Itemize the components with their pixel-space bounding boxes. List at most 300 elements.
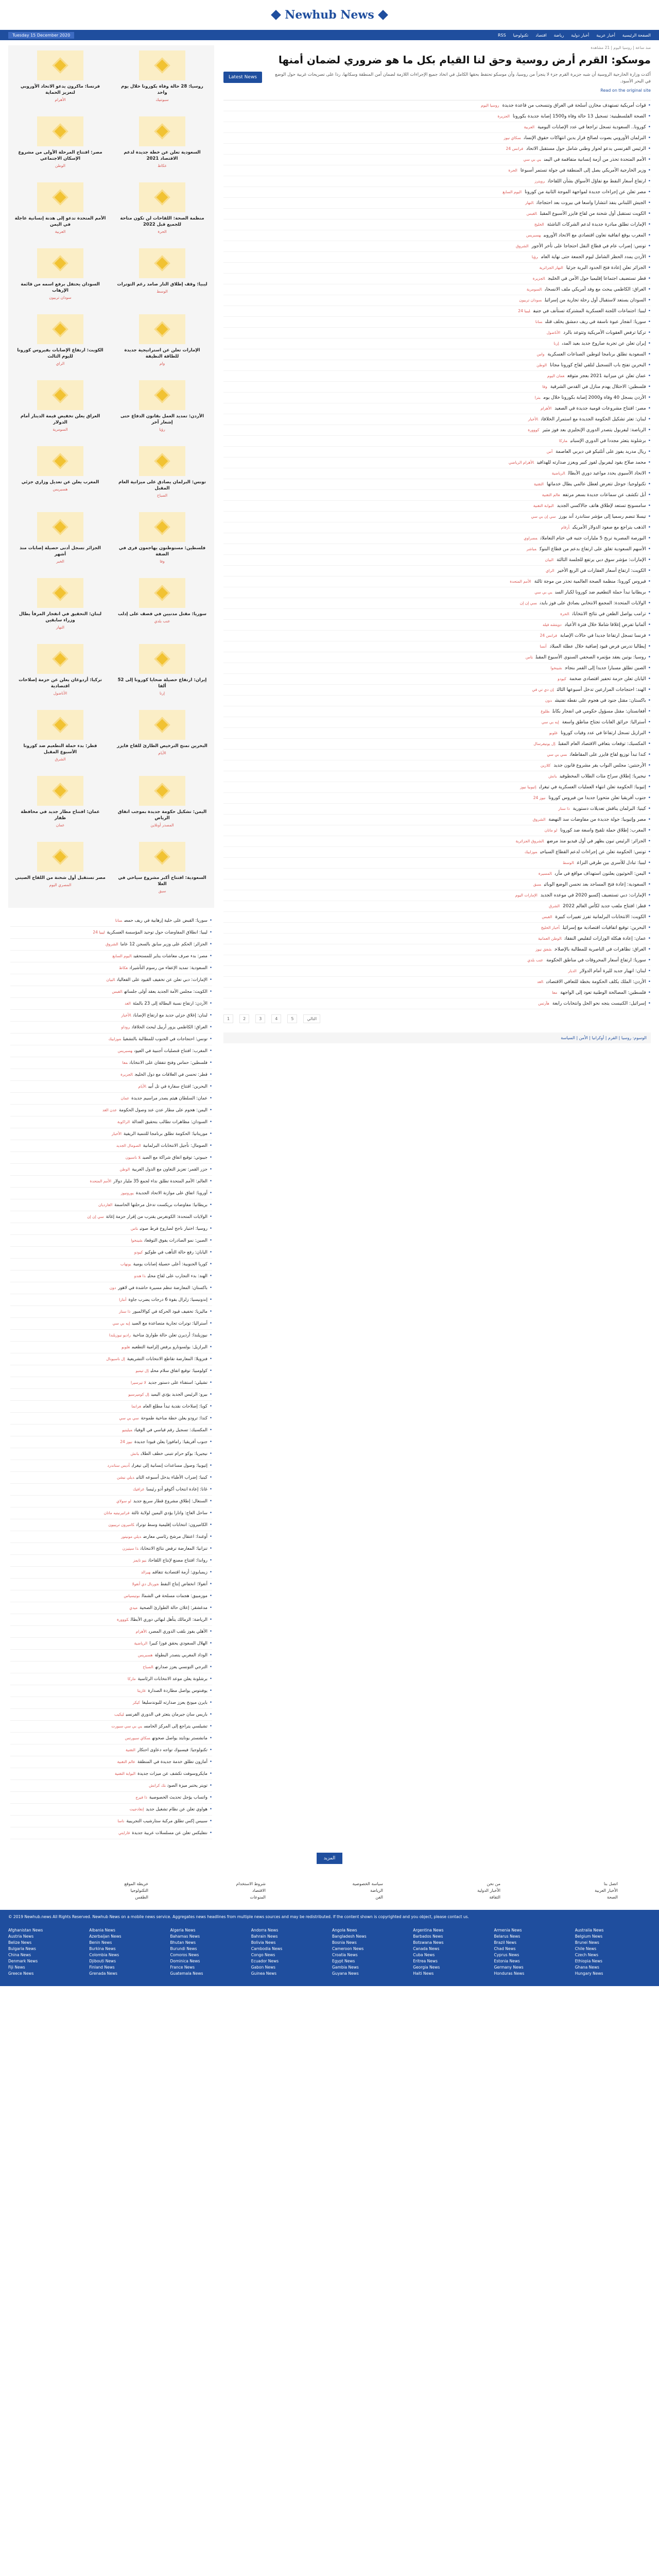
list-item[interactable] [223,587,651,598]
list-item-title[interactable]: برشلونة يتعثر مجددا في الدوري الإسباني [570,438,646,444]
list-item[interactable] [10,1389,212,1401]
country-link[interactable]: Ghana News [575,1965,599,1970]
country-link[interactable]: Ecuador News [251,1959,279,1963]
list-item-title[interactable]: الهند: احتجاجات المزارعين تدخل أسبوعها الثالث [557,687,646,692]
list-item[interactable] [223,685,651,696]
list-item[interactable] [223,890,651,901]
country-link[interactable]: Congo News [251,1953,275,1957]
list-item[interactable] [223,771,651,782]
list-item[interactable] [10,1638,212,1650]
country-link[interactable]: Brazil News [494,1940,517,1945]
list-item-title[interactable]: لبنان: تعثر تشكيل الحكومة الجديدة مع استمرار الخلافات [541,417,646,422]
list-item[interactable] [10,1282,212,1294]
country-link[interactable]: Afghanistan News [8,1928,43,1933]
list-item-title[interactable]: سامسونج تستعد لإطلاق هاتف جالاكسي الجديد [557,503,646,509]
country-link[interactable]: Austria News [8,1934,34,1939]
list-item-title[interactable]: ليبيا: اجتماعات اللجنة العسكرية المشتركة تستأنف في جنيف [533,309,646,314]
country-link[interactable]: Fiji News [8,1965,25,1970]
news-card-title[interactable]: الأردن: تمديد العمل بقانون الدفاع حتى إشعار آخر [120,414,204,425]
news-card-title[interactable]: السعودية: افتتاح أكبر مشروع سياحي في العلا [118,875,206,887]
news-card[interactable] [14,248,106,309]
list-item-title[interactable]: الكويت: مجلس الأمة الجديد يعقد أولى جلساته [124,989,207,994]
list-item[interactable] [223,912,651,923]
list-item[interactable] [223,284,651,295]
list-item[interactable] [10,1744,212,1756]
news-card-title[interactable]: تركيا: أردوغان يعلن عن حزمة إصلاحات اقتصادية [19,677,102,689]
list-item[interactable] [10,1033,212,1045]
list-item-title[interactable]: فلسطين: الاحتلال يهدم منازل في القدس الشرقية [550,384,646,389]
more-button[interactable]: المزيد [317,1853,343,1864]
list-item[interactable] [223,836,651,847]
list-item-title[interactable]: العراق: تظاهرات في الناصرية للمطالبة بالإصلاح [554,947,646,952]
list-item[interactable] [10,1128,212,1140]
list-item[interactable] [223,295,651,306]
list-item-title[interactable]: إيران تعلن عن تجربة صاروخ جديد بعيد المدى [562,341,646,346]
list-item-title[interactable]: السعودية تطلق برنامجا لتوطين الصناعات العسكرية [547,352,646,357]
list-item[interactable] [10,1721,212,1733]
list-item[interactable] [10,1116,212,1128]
list-item-title[interactable]: باكستان: مقتل جنود في هجوم على نقطة تفتيش [554,698,646,703]
list-item[interactable] [10,1377,212,1389]
news-card-title[interactable]: تونس: البرلمان يصادق على ميزانية العام المقبل [118,480,206,491]
list-item-title[interactable]: الأمم المتحدة تحذر من أزمة إنسانية متفاقمة في اليمن [544,157,646,162]
list-item[interactable] [10,1022,212,1033]
country-link[interactable]: Estonia News [494,1959,520,1963]
list-item-title[interactable]: تركيا ترفض العقوبات الأمريكية وتتوعد بالرد [563,330,646,335]
list-item-title[interactable]: الكويت: الانتخابات البرلمانية تفرز تغييرات كبيرة [555,914,646,920]
list-item[interactable] [223,544,651,555]
list-item[interactable] [223,858,651,869]
list-item-title[interactable]: ارتفاع أسعار النفط مع تفاؤل الأسواق بشأن اللقاحات [548,179,646,184]
list-item-title[interactable]: مانشستر يونايتد يواصل صحوته [152,1736,207,1741]
country-link[interactable]: Australia News [575,1928,604,1933]
list-item[interactable] [223,198,651,209]
news-card[interactable] [116,842,208,903]
country-link[interactable]: Denmark News [8,1959,38,1963]
news-card-title[interactable]: السعودية تعلن عن خطة جديدة لدعم الاقتصاد 2021 [124,150,201,161]
list-item-title[interactable]: جنوب أفريقيا: رامافوزا يعلن قيودا جديدة [134,1439,207,1445]
list-item[interactable] [223,436,651,447]
footer-link[interactable]: المنوعات [250,1895,266,1900]
news-card-title[interactable]: لبنان: التحقيق في انفجار المرفأ يطال وزراء سابقين [19,612,102,623]
list-item[interactable] [10,1650,212,1662]
list-item-title[interactable]: البحرين: توقيع اتفاقيات اقتصادية مع إسرائيل [563,925,646,930]
list-item-title[interactable]: قطر: تحسن في العلاقات مع دول الخليج [134,1072,207,1077]
news-thumbnail[interactable] [37,512,83,542]
list-item[interactable] [10,1827,212,1839]
list-item[interactable] [223,998,651,1009]
country-link[interactable]: Finland News [89,1965,115,1970]
list-item[interactable] [223,306,651,317]
country-link[interactable]: Comoros News [170,1953,199,1957]
list-item-title[interactable]: الجزائر تعلن إعادة فتح الحدود البرية جزئيا [566,265,646,270]
list-item[interactable] [10,1602,212,1614]
list-item[interactable] [10,1306,212,1318]
footer-link[interactable]: الأخبار الدولية [477,1888,500,1893]
page-link[interactable]: 2 [239,1014,249,1023]
list-item[interactable] [10,1496,212,1507]
list-item-title[interactable]: بريطانيا: مفاوضات بريكست تدخل مرحلتها الحاسمة [114,1202,207,1208]
list-item[interactable] [10,1531,212,1543]
list-item[interactable] [10,962,212,974]
list-item[interactable] [223,155,651,165]
news-thumbnail[interactable] [37,50,83,80]
page-link[interactable]: التالي [303,1014,320,1023]
country-link[interactable]: Benin News [89,1940,112,1945]
list-item[interactable] [223,274,651,284]
country-link[interactable]: Andorra News [251,1928,279,1933]
list-item[interactable] [223,631,651,641]
list-item-title[interactable]: فيروس كورونا: منظمة الصحة العالمية تحذر من موجة ثالثة [534,579,646,584]
list-item[interactable] [10,974,212,986]
news-thumbnail[interactable] [139,644,185,674]
list-item-title[interactable]: إيطاليا تدرس فرض قيود إضافية خلال عطلة الميلاد [549,644,646,649]
list-item-title[interactable]: الوداد المغربي يتصدر البطولة [154,1653,207,1658]
page-link[interactable]: 1 [223,1014,233,1023]
list-item-title[interactable]: موزمبيق: هجمات مسلحة في الشمال [142,1594,207,1599]
list-item-title[interactable]: بريطانيا تبدأ حملة التطعيم ضد كورونا لكبار السن [555,590,646,595]
country-link[interactable]: Botswana News [413,1940,444,1945]
country-link[interactable]: Croatia News [332,1953,358,1957]
list-item[interactable] [223,468,651,479]
list-item-title[interactable]: كينيا: البرلمان يناقش تعديلات دستورية [573,806,646,811]
list-item[interactable] [10,1768,212,1780]
list-item-title[interactable]: قطر تستضيف اجتماعا إقليميا حول الأمن في الخليج [548,276,646,281]
country-link[interactable]: Angola News [332,1928,357,1933]
list-item[interactable] [223,349,651,360]
list-item[interactable] [10,1235,212,1247]
list-item[interactable] [223,317,651,328]
news-thumbnail[interactable] [139,842,185,872]
list-item-title[interactable]: أمازون تطلق خدمة جديدة في المنطقة [137,1759,207,1765]
list-item-title[interactable]: إثيوبيا: الحكومة تعلن انتهاء العمليات العسكرية في تيغراي [539,785,646,790]
list-item[interactable] [223,382,651,393]
list-item-title[interactable]: تنزانيا: المعارضة ترفض نتائج الانتخابات [140,1546,207,1551]
list-item-title[interactable]: البحرين تفتح باب التسجيل لتلقي لقاح كورونا مجانا [550,363,646,368]
news-thumbnail[interactable] [139,182,185,212]
news-card-title[interactable]: الأمم المتحدة تدعو إلى هدنة إنسانية عاجلة في اليمن [14,216,106,227]
list-item-title[interactable]: الجزائر: الحكم على وزير سابق بالسجن 12 عاما [120,942,207,947]
news-card-title[interactable]: روسيا: 28 حالة وفاة بكورونا خلال يوم واحد [121,84,203,95]
country-link[interactable]: Guyana News [332,1971,359,1976]
list-item-title[interactable]: أستراليا: توترات تجارية متصاعدة مع الصين [132,1321,207,1326]
list-item[interactable] [223,447,651,457]
country-link[interactable]: Grenada News [89,1971,117,1976]
list-item-title[interactable]: الصين: نمو الصادرات يفوق التوقعات [144,1238,207,1243]
latest-news-button[interactable]: Latest News [223,72,262,83]
list-item-title[interactable]: تويتر يختبر ميزة الصوت [167,1783,207,1788]
list-item-title[interactable]: تكنولوجيا: جوجل تتعرض لعطل عالمي يطال خدماتها [546,482,646,487]
list-item-title[interactable]: روسيا: بوتين يعقد مؤتمره الصحفي السنوي الأسبوع المقبل [535,655,646,660]
list-item[interactable] [223,133,651,144]
list-item[interactable] [223,706,651,717]
news-card-title[interactable]: قطر: بدء حملة التطعيم ضد كورونا الأسبوع المقبل [23,743,97,755]
country-link[interactable]: Cameroon News [332,1946,364,1951]
news-card-title[interactable]: الجزائر تسجل أدنى حصيلة إصابات منذ أشهر [20,546,101,557]
list-item[interactable] [10,1259,212,1270]
list-item[interactable] [223,263,651,274]
list-item[interactable] [10,1342,212,1353]
list-item-title[interactable]: قطر: افتتاح ملعب جديد لكأس العالم 2022 [563,904,646,909]
news-card[interactable] [14,710,106,771]
list-item-title[interactable]: الأهلي يفوز بلقب الدوري المصري [149,1629,207,1634]
list-item[interactable] [223,122,651,133]
list-item-title[interactable]: الكويت تستقبل أول شحنة من لقاح فايزر الأسبوع المقبل [540,211,646,216]
list-item-title[interactable]: فلسطين: المصالحة الوطنية تعود إلى الواجهة [560,990,646,995]
list-item-title[interactable]: بيرو: الرئيس الجديد يؤدي اليمين [151,1392,207,1397]
list-item[interactable] [223,522,651,533]
list-item-title[interactable]: كندا: ترودو يعلن خطة مناخية طموحة [141,1416,207,1421]
list-item-title[interactable]: يوفنتوس يواصل مطاردة الصدارة [148,1688,207,1693]
news-thumbnail[interactable] [139,314,185,344]
list-item-title[interactable]: فنزويلا: المعارضة تقاطع الانتخابات التشريعية [127,1357,207,1362]
list-item[interactable] [223,782,651,793]
list-item[interactable] [223,641,651,652]
news-card-title[interactable]: السودان يحتفل برفع اسمه من قائمة الإرهاب [21,282,100,293]
list-item-title[interactable]: الولايات المتحدة: المجمع الانتخابي يصادق على فوز بايدن [540,601,646,606]
news-thumbnail[interactable] [37,446,83,476]
list-item[interactable] [223,793,651,804]
list-item-title[interactable]: إندونيسيا: زلزال بقوة 6 درجات يضرب جاوة [128,1297,207,1302]
list-item[interactable] [10,1164,212,1176]
list-item[interactable] [223,728,651,739]
country-link[interactable]: Gambia News [332,1965,359,1970]
country-link[interactable]: China News [8,1953,31,1957]
list-item-title[interactable]: أوروبا: اتفاق على موازنة الاتحاد الجديدة [135,1191,207,1196]
news-card[interactable] [116,512,208,573]
list-item[interactable] [10,1353,212,1365]
list-item[interactable] [10,1010,212,1022]
list-item-title[interactable]: السعودية: تمديد الإعفاء من رسوم التأشيرات [130,965,207,971]
list-item-title[interactable]: واتساب يؤجل تحديث الخصوصية [149,1795,207,1800]
list-item-title[interactable]: ألمانيا تفرض إغلاقا شاملا خلال فترة الأعياد [564,622,646,628]
list-item[interactable] [223,717,651,728]
list-item[interactable] [10,1756,212,1768]
country-link[interactable]: Cyprus News [494,1953,519,1957]
list-item-title[interactable]: الكاميرون: انتخابات إقليمية وسط توترات [136,1522,207,1528]
list-item[interactable] [223,566,651,577]
country-link[interactable]: Bosnia News [332,1940,357,1945]
list-item[interactable] [223,457,651,468]
list-item-title[interactable]: الصومال: تأجيل الانتخابات البرلمانية [143,1143,207,1148]
country-link[interactable]: Egypt News [332,1959,355,1963]
list-item[interactable] [10,1567,212,1579]
footer-link[interactable]: التكنولوجيا [130,1888,148,1893]
list-item-title[interactable]: تونس: إضراب عام في قطاع النقل احتجاجا على تأخر الأجور [531,244,646,249]
list-item-title[interactable]: جيبوتي: توقيع اتفاق شراكة مع الصين [142,1155,207,1160]
news-thumbnail[interactable] [139,116,185,146]
list-item-title[interactable]: فرنسا تسجل ارتفاعا جديدا في حالات الإصابة [560,633,646,638]
news-card-title[interactable]: مصر تستقبل أول شحنة من اللقاح الصيني [15,875,106,880]
news-thumbnail[interactable] [37,248,83,278]
list-item[interactable] [10,1590,212,1602]
news-thumbnail[interactable] [139,50,185,80]
nav-item[interactable]: أخبار دولية [571,32,589,38]
news-card-title[interactable]: ليبيا: وقف إطلاق النار صامد رغم التوترات [117,282,207,287]
list-item-title[interactable]: السعودية: إعادة فتح المساجد بعد تحسن الوضع الوبائي [544,882,646,887]
news-card[interactable] [14,776,106,837]
news-card[interactable] [116,446,208,507]
footer-link[interactable]: الصحة [606,1895,618,1900]
news-card-title[interactable]: المغرب يعلن عن تعديل وزاري جزئي [21,480,99,485]
country-link[interactable]: Colombia News [89,1953,119,1957]
country-link[interactable]: Guatemala News [170,1971,203,1976]
list-item-title[interactable]: البحرين: افتتاح سفارة في تل أبيب [148,1084,207,1089]
country-link[interactable]: Gabon News [251,1965,275,1970]
list-item[interactable] [223,100,651,111]
list-item[interactable] [223,934,651,944]
country-link[interactable]: Albania News [89,1928,115,1933]
footer-link[interactable]: من نحن [487,1882,500,1886]
list-item[interactable] [10,1555,212,1567]
list-item-title[interactable]: الأردن يمدد الحظر الشامل ليوم الجمعة حتى نهاية العام [541,255,646,260]
country-link[interactable]: Argentina News [413,1928,444,1933]
list-item-title[interactable]: البرلمان الأوروبي يصوت لصالح قرار يدين انتهاكات حقوق الإنسان [524,135,646,141]
list-item-title[interactable]: الأردن: الملك يكلف الحكومة بخطة للتعافي الاقتصادي [546,979,646,985]
list-item[interactable] [223,252,651,263]
news-card-title[interactable]: إيران: ارتفاع حصيلة ضحايا كورونا إلى 52 ألفا [117,677,207,689]
list-item[interactable] [10,1223,212,1235]
list-item-title[interactable]: مصر: افتتاح مشروعات قومية جديدة في الصعيد [554,406,646,411]
list-item[interactable] [223,393,651,403]
list-item-title[interactable]: تكنولوجيا: فيسبوك تواجه دعاوى احتكار [137,1748,207,1753]
nav-item[interactable]: رياضة [553,32,564,38]
list-item[interactable] [223,847,651,858]
news-card[interactable] [116,380,208,441]
list-item-title[interactable]: ترامب يواصل الطعن في نتائج الانتخابات [572,612,646,617]
country-link[interactable]: Chad News [494,1946,516,1951]
footer-link[interactable]: خريطة الموقع [124,1882,148,1886]
list-item-title[interactable]: اليمن: الحوثيون يعلنون استهداف مواقع في مأرب [554,871,646,876]
list-item-title[interactable]: سبيس إكس تطلق مركبة ستارشيب التجريبية [126,1819,207,1824]
country-link[interactable]: Canada News [413,1946,440,1951]
original-site-link[interactable]: Read on the original site [600,88,651,93]
news-thumbnail[interactable] [37,578,83,608]
country-link[interactable]: Belgium News [575,1934,603,1939]
country-link[interactable]: Guinea News [251,1971,277,1976]
list-item-title[interactable]: جنوب أفريقيا تعلن متحورا جديدا من فيروس كورونا [548,795,646,801]
country-link[interactable]: Georgia News [413,1965,440,1970]
list-item[interactable] [10,1673,212,1685]
list-item-title[interactable]: سوريا: القبض على خلية إرهابية في ريف حمص [124,918,207,923]
list-item-title[interactable]: المكسيك: توقعات بتعافي الاقتصاد العام المقبل [558,741,646,747]
list-item-title[interactable]: تشيلي: استفتاء على دستور جديد [148,1380,207,1385]
list-item[interactable] [223,663,651,674]
list-item[interactable] [10,1614,212,1626]
list-item-title[interactable]: الإمارات: دبي تستضيف إكسبو 2020 في موعده الجديد [540,893,646,898]
list-item-title[interactable]: الجيش اللبناني ينفذ انتشارا واسعا في بيروت بعد احتجاجات [536,200,646,206]
news-card[interactable] [14,842,106,903]
list-item[interactable] [223,209,651,219]
list-item-title[interactable]: مصر تعلن عن إجراءات جديدة لمواجهة الموجة الثانية من كورونا [525,190,646,195]
list-item-title[interactable]: برشلونة يعلن موعد الانتخابات الرئاسية [137,1676,207,1682]
country-link[interactable]: Greece News [8,1971,34,1976]
list-item-title[interactable]: ليبيا: انطلاق المفاوضات حول توحيد المؤسسة العسكرية [107,930,207,935]
news-thumbnail[interactable] [139,710,185,740]
list-item[interactable] [10,1140,212,1152]
list-item[interactable] [10,1733,212,1744]
list-item-title[interactable]: تونس: الحكومة تعلن عن إجراءات لدعم القطاع السياحي [540,850,646,855]
news-card-title[interactable]: فلسطين: مستوطنون يهاجمون قرى في الضفة [118,546,206,557]
list-item[interactable] [223,490,651,501]
news-card[interactable] [14,182,106,243]
list-item[interactable] [223,187,651,198]
news-card[interactable] [14,314,106,375]
list-item[interactable] [223,371,651,382]
list-item[interactable] [10,915,212,927]
footer-link[interactable]: الطقس [135,1895,148,1900]
news-thumbnail[interactable] [139,380,185,410]
list-item[interactable] [10,1188,212,1199]
page-link[interactable]: 3 [255,1014,265,1023]
list-item[interactable] [223,598,651,609]
list-item-title[interactable]: أستراليا: حرائق الغابات تجتاح مناطق واسعة [562,720,646,725]
list-item-title[interactable]: العراق: الكاظمي يزور أربيل لبحث الخلافات [132,1025,207,1030]
list-item[interactable] [223,360,651,371]
list-item[interactable] [223,111,651,122]
news-thumbnail[interactable] [37,314,83,344]
list-item-title[interactable]: البرازيل: بولسونارو يرفض إلزامية التطعيم [132,1345,207,1350]
page-link[interactable]: 4 [271,1014,281,1023]
list-item-title[interactable]: اليابان تعلن حزمة تحفيز اقتصادي ضخمة [569,676,646,682]
list-item-title[interactable]: عمان: السلطان هيثم يصدر مراسيم جديدة [131,1096,207,1101]
list-item[interactable] [10,1425,212,1436]
list-item-title[interactable]: الاتحاد الآسيوي يحدد مواعيد دوري الأبطال [568,471,646,476]
list-item[interactable] [10,939,212,951]
country-link[interactable]: Burkina News [89,1946,116,1951]
list-item[interactable] [223,609,651,620]
news-thumbnail[interactable] [139,512,185,542]
list-item[interactable] [223,512,651,522]
list-item-title[interactable]: البرازيل تسجل ارتفاعا في عدد وفيات كورونا [561,731,646,736]
list-item[interactable] [10,1081,212,1093]
list-item-title[interactable]: ماليزيا: تخفيف قيود الحركة في كوالالمبور [132,1309,207,1314]
list-item[interactable] [10,1662,212,1673]
list-item-title[interactable]: الجزائر: الرئيس تبون يظهر في أول فيديو منذ مرضه [547,839,646,844]
country-link[interactable]: Brunei News [575,1940,599,1945]
news-card-title[interactable]: العراق يعلن تخفيض قيمة الدينار أمام الدولار [20,414,100,425]
list-item-title[interactable]: كولومبيا: توقيع اتفاق سلام محلي [150,1368,207,1374]
list-item-title[interactable]: موريتانيا: الحكومة تطلق برنامجا للتنمية الريفية [124,1131,207,1137]
list-item[interactable] [223,425,651,436]
footer-link[interactable]: شروط الاستخدام [236,1882,266,1886]
news-card-title[interactable]: اليمن: تشكيل حكومة جديدة بموجب اتفاق الرياض [117,809,207,821]
country-link[interactable]: Haiti News [413,1971,434,1976]
news-card[interactable] [116,248,208,309]
list-item[interactable] [223,674,651,685]
list-item[interactable] [10,1448,212,1460]
news-card[interactable] [116,314,208,375]
news-thumbnail[interactable] [139,776,185,806]
list-item[interactable] [223,241,651,252]
list-item[interactable] [10,1543,212,1555]
list-item[interactable] [223,165,651,176]
list-item-title[interactable]: مصر: بدء صرف معاشات يناير للمستحقين [133,954,207,959]
country-link[interactable]: Ethiopia News [575,1959,602,1963]
list-item-title[interactable]: السنغال: إطلاق مشروع قطار سريع جديد [133,1499,207,1504]
news-thumbnail[interactable] [37,380,83,410]
list-item[interactable] [223,901,651,912]
list-item[interactable] [10,1318,212,1330]
news-card[interactable] [116,776,208,837]
list-item[interactable] [10,1294,212,1306]
list-item-title[interactable]: الكويت: ارتفاع أسعار العقارات في الربع الأخير [557,568,646,573]
country-link[interactable]: Armenia News [494,1928,522,1933]
country-link[interactable]: France News [170,1965,195,1970]
list-item[interactable] [10,986,212,998]
list-item-title[interactable]: نيجيريا: إطلاق سراح مئات الطلاب المخطوفين [560,774,646,779]
list-item[interactable] [223,966,651,977]
